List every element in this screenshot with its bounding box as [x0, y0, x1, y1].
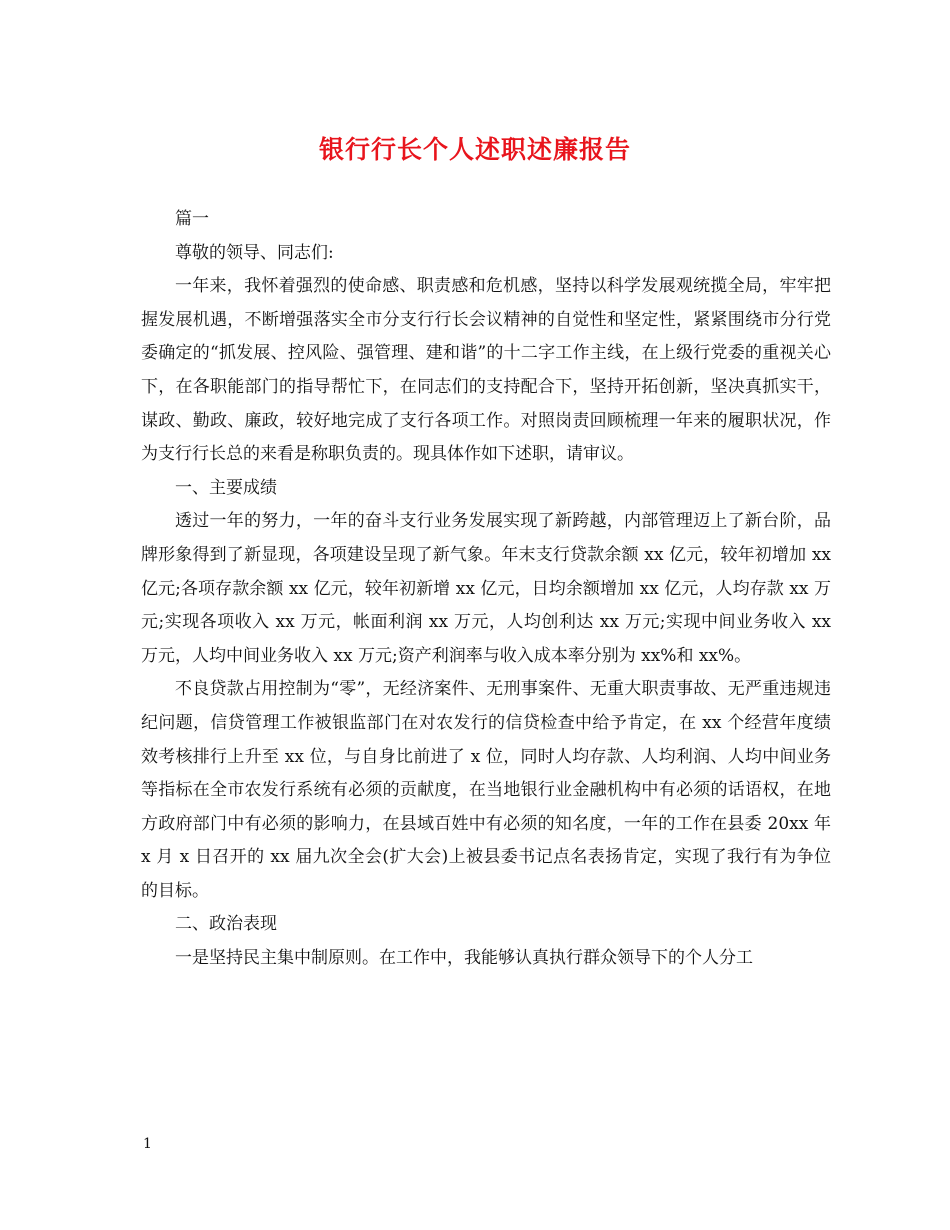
salutation: 尊敬的领导、同志们: — [175, 242, 334, 263]
body-paragraph: 透过一年的努力，一年的奋斗支行业务发展实现了新跨越，内部管理迈上了新台阶，品牌形象得到了新显现，各项建设呈现了新气象。年末支行贷款余额 xx 亿元，较年初增加 xx 亿元;各项存款余额 xx 亿元，较年初新增 xx 亿元，日均余额增加 xx 亿元，人均存款 xx 万元;实现各项收入 xx 万元，帐面利润 xx 万元，人均创利达 xx 万元;实现中间业务收入 xx 万元，人均中间业务收入 xx 万元;资产利润率与收入成本率分别为 xx%和 xx%。 — [141, 511, 831, 666]
body-paragraph: 不良贷款占用控制为“零”，无经济案件、无刑事案件、无重大职责事故、无严重违规违纪问题，信贷管理工作被银监部门在对农发行的信贷检查中给予肯定，在 xx 个经营年度绩效考核排行上升至 xx 位，与自身比前进了 x 位，同时人均存款、人均利润、人均中间业务等指标在全市农发行系统有必须的贡献度，在当地银行业金融机构中有必须的话语权，在地方政府部门中有必须的影响力，在县域百姓中有必须的知名度，一年的工作在县委 20xx 年 x 月 x 日召开的 xx 届九次全会(扩大会)上被县委书记点名表扬肯定，实现了我行有为争位的目标。 — [141, 679, 831, 901]
section-label: 篇一 — [175, 209, 209, 229]
body-paragraph: 一年来，我怀着强烈的使命感、职责感和危机感，坚持以科学发展观统揽全局，牢牢把握发展机遇，不断增强落实全市分支行行长会议精神的自觉性和坚定性，紧紧围绕市分行党委确定的“抓发展、控风险、强管理、建和谐”的十二字工作主线，在上级行党委的重视关心下，在各职能部门的指导帮忙下，在同志们的支持配合下，坚持开拓创新，坚决真抓实干，谋政、勤政、廉政，较好地完成了支行各项工作。对照岗责回顾梳理一年来的履职状况，作为支行行长总的来看是称职负责的。现具体作如下述职，请审议。 — [141, 276, 831, 465]
section-heading: 一、主要成绩 — [175, 477, 277, 498]
section-heading: 二、政治表现 — [175, 914, 277, 935]
document-title: 银行行长个人述职述廉报告 — [318, 135, 631, 164]
body-paragraph: 一是坚持民主集中制原则。在工作中，我能够认真执行群众领导下的个人分工 — [175, 948, 753, 969]
document-body — [141, 203, 831, 976]
page-number: 1 — [143, 1136, 152, 1152]
